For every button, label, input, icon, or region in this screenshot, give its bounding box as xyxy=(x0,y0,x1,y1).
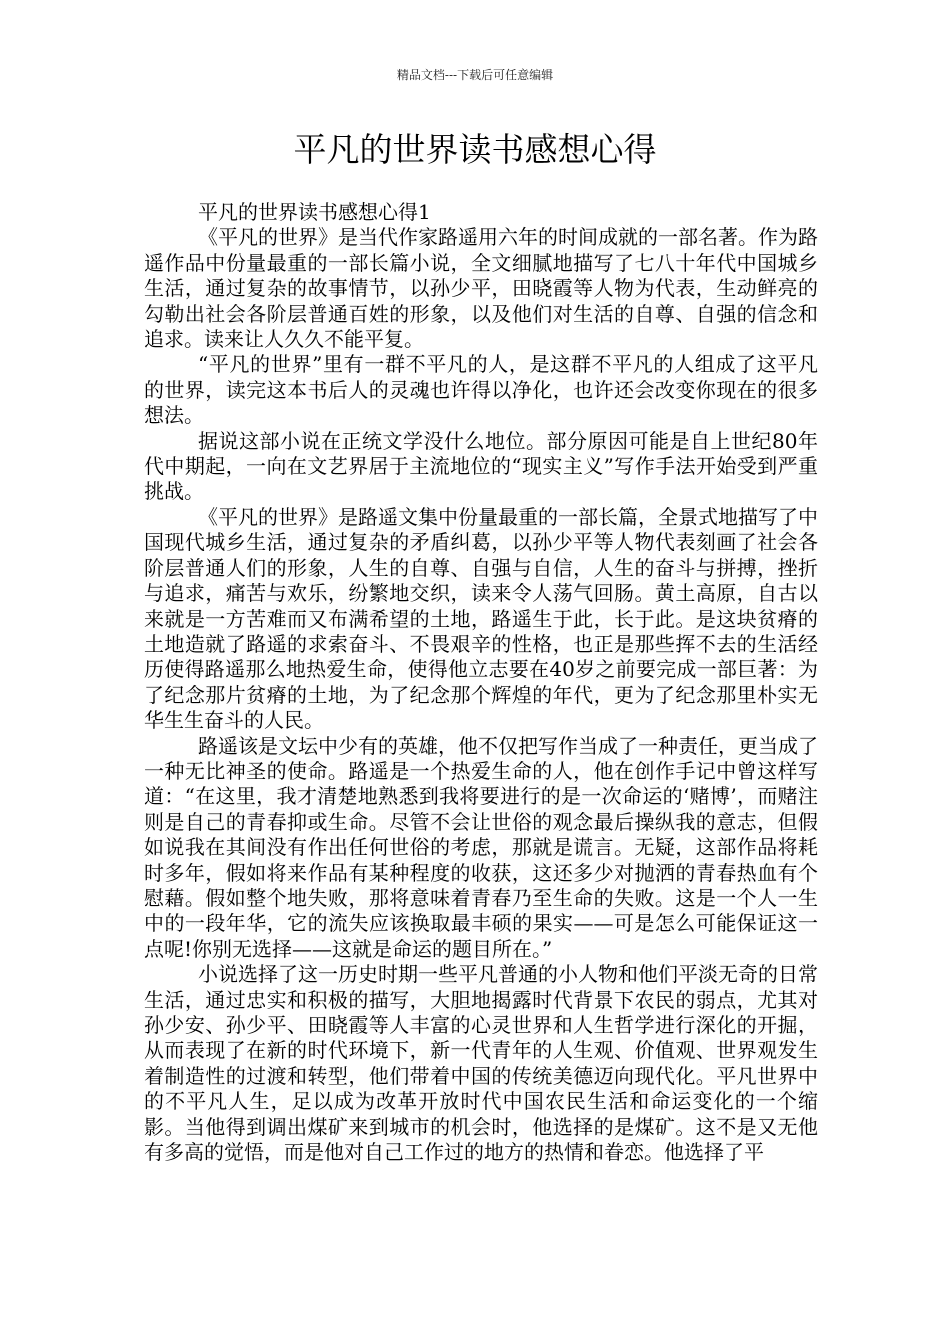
paragraph: 小说选择了这一历史时期一些平凡普通的小人物和他们平淡无奇的日常生活，通过忠实和积极的描写，大胆地揭露时代背景下农民的弱点，尤其对孙少安、孙少平、田晓霞等人丰富的心灵世界和人生哲学进行深化的开掘，从而表现了在新的时代环境下，新一代青年的人生观、价值观、世界观发生着制造性的过渡和转型，他们带着中国的传统美德迈向现代化。平凡世界中的不平凡人生，足以成为改革开放时代中国农民生活和命运变化的一个缩影。当他得到调出煤矿来到城市的机会时，他选择的是煤矿。这不是又无他有多高的觉悟，而是他对自己工作过的地方的热情和眷恋。他选择了平 xyxy=(144,962,818,1165)
paragraph: “平凡的世界”里有一群不平凡的人，是这群不平凡的人组成了这平凡的世界，读完这本书后人的灵魂也许得以净化，也许还会改变你现在的很多想法。 xyxy=(144,352,818,428)
document-title: 平凡的世界读书感想心得 xyxy=(293,130,657,169)
section-heading: 平凡的世界读书感想心得1 xyxy=(198,200,431,224)
paragraph: 据说这部小说在正统文学没什么地位。部分原因可能是自上世纪80年代中期起，一向在文艺界居于主流地位的“现实主义”写作手法开始受到严重挑战。 xyxy=(144,428,818,504)
paragraph: 路遥该是文坛中少有的英雄，他不仅把写作当成了一种责任，更当成了一种无比神圣的使命。路遥是一个热爱生命的人，他在创作手记中曾这样写道：“在这里，我才清楚地熟悉到我将要进行的是一次命运的‘赌博’，而赌注则是自己的青春抑或生命。尽管不会让世俗的观念最后操纵我的意志，但假如说我在其间没有作出任何世俗的考虑，那就是谎言。无疑，这部作品将耗时多年，假如将来作品有某种程度的收获，这还多少对抛洒的青春热血有个慰藉。假如整个地失败，那将意味着青春乃至生命的失败。这是一个人一生中的一段年华，它的流失应该换取最丰硕的果实——可是怎么可能保证这一点呢!你别无选择——这就是命运的题目所在。” xyxy=(144,733,818,961)
header-note: 精品文档---下载后可任意编辑 xyxy=(396,68,554,82)
paragraph: 《平凡的世界》是当代作家路遥用六年的时间成就的一部名著。作为路遥作品中份量最重的一部长篇小说，全文细腻地描写了七八十年代中国城乡生活，通过复杂的故事情节，以孙少平，田晓霞等人物为代表，生动鲜亮的勾勒出社会各阶层普通百姓的形象，以及他们对生活的自尊、自强的信念和追求。读来让人久久不能平复。 xyxy=(144,225,818,352)
paragraph: 《平凡的世界》是路遥文集中份量最重的一部长篇，全景式地描写了中国现代城乡生活，通过复杂的矛盾纠葛，以孙少平等人物代表刻画了社会各阶层普通人们的形象，人生的自尊、自强与自信，人生的奋斗与拼搏，挫折与追求，痛苦与欢乐，纷繁地交织，读来令人荡气回肠。黄土高原，自古以来就是一方苦难而又布满希望的土地，路遥生于此，长于此。是这块贫瘠的土地造就了路遥的求索奋斗、不畏艰辛的性格，也正是那些挥不去的生活经历使得路遥那么地热爱生命，使得他立志要在40岁之前要完成一部巨著：为了纪念那片贫瘠的土地，为了纪念那个辉煌的年代，更为了纪念那里朴实无华生生奋斗的人民。 xyxy=(144,504,818,733)
document-body xyxy=(144,200,818,1165)
